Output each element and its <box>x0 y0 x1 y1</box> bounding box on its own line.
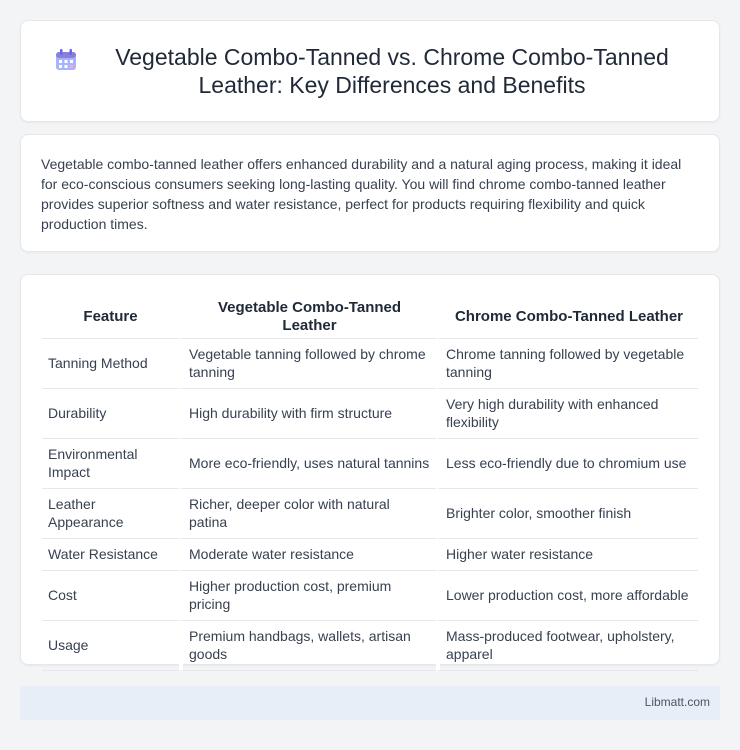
vegetable-cell: Richer, deeper color with natural patina <box>179 489 436 539</box>
feature-cell: Leather Appearance <box>42 489 179 539</box>
feature-cell: Environmental Impact <box>42 439 179 489</box>
table-row <box>42 339 698 389</box>
vegetable-cell: Premium handbags, wallets, artisan goods <box>179 621 436 671</box>
feature-cell: Usage <box>42 621 179 671</box>
vegetable-cell: Moderate water resistance <box>179 539 436 571</box>
table-row <box>42 621 698 671</box>
table-row <box>42 539 698 571</box>
table-row <box>42 571 698 621</box>
table-row <box>42 439 698 489</box>
footer-site-link[interactable]: Libmatt.com <box>644 695 710 709</box>
feature-cell: Durability <box>42 389 179 439</box>
comparison-table <box>42 295 698 671</box>
title-card <box>20 20 720 122</box>
chrome-cell: Higher water resistance <box>436 539 698 571</box>
chrome-cell: Mass-produced footwear, upholstery, apparel <box>436 621 698 671</box>
header-feature: Feature <box>42 295 179 339</box>
vegetable-cell: High durability with firm structure <box>179 389 436 439</box>
vegetable-cell: Vegetable tanning followed by chrome tanning <box>179 339 436 389</box>
chrome-cell: Very high durability with enhanced flexibility <box>436 389 698 439</box>
page-title: Vegetable Combo-Tanned vs. Chrome Combo-Tanned Leather: Key Differences and Benefits <box>115 44 669 98</box>
footer-bar <box>20 686 720 720</box>
comparison-card <box>20 274 720 665</box>
table-row <box>42 389 698 439</box>
title-row <box>21 21 719 121</box>
feature-cell: Water Resistance <box>42 539 179 571</box>
chrome-cell: Brighter color, smoother finish <box>436 489 698 539</box>
header-chrome: Chrome Combo-Tanned Leather <box>436 295 698 339</box>
table-row <box>42 489 698 539</box>
vegetable-cell: More eco-friendly, uses natural tannins <box>179 439 436 489</box>
header-vegetable: Vegetable Combo-Tanned Leather <box>179 295 436 339</box>
chrome-cell: Less eco-friendly due to chromium use <box>436 439 698 489</box>
calendar-icon <box>53 47 79 73</box>
chrome-cell: Lower production cost, more affordable <box>436 571 698 621</box>
table-header-row <box>42 295 698 339</box>
chrome-cell: Chrome tanning followed by vegetable tanning <box>436 339 698 389</box>
vegetable-cell: Higher production cost, premium pricing <box>179 571 436 621</box>
intro-paragraph: Vegetable combo-tanned leather offers enhanced durability and a natural aging process, making it ideal for eco-conscious consumers seeking long-lasting quality. You will find chrome combo-tanned leather provides superior softness and water resistance, perfect for products requiring flexibility and quick production times. <box>41 156 682 232</box>
intro-card <box>20 134 720 252</box>
feature-cell: Cost <box>42 571 179 621</box>
feature-cell: Tanning Method <box>42 339 179 389</box>
